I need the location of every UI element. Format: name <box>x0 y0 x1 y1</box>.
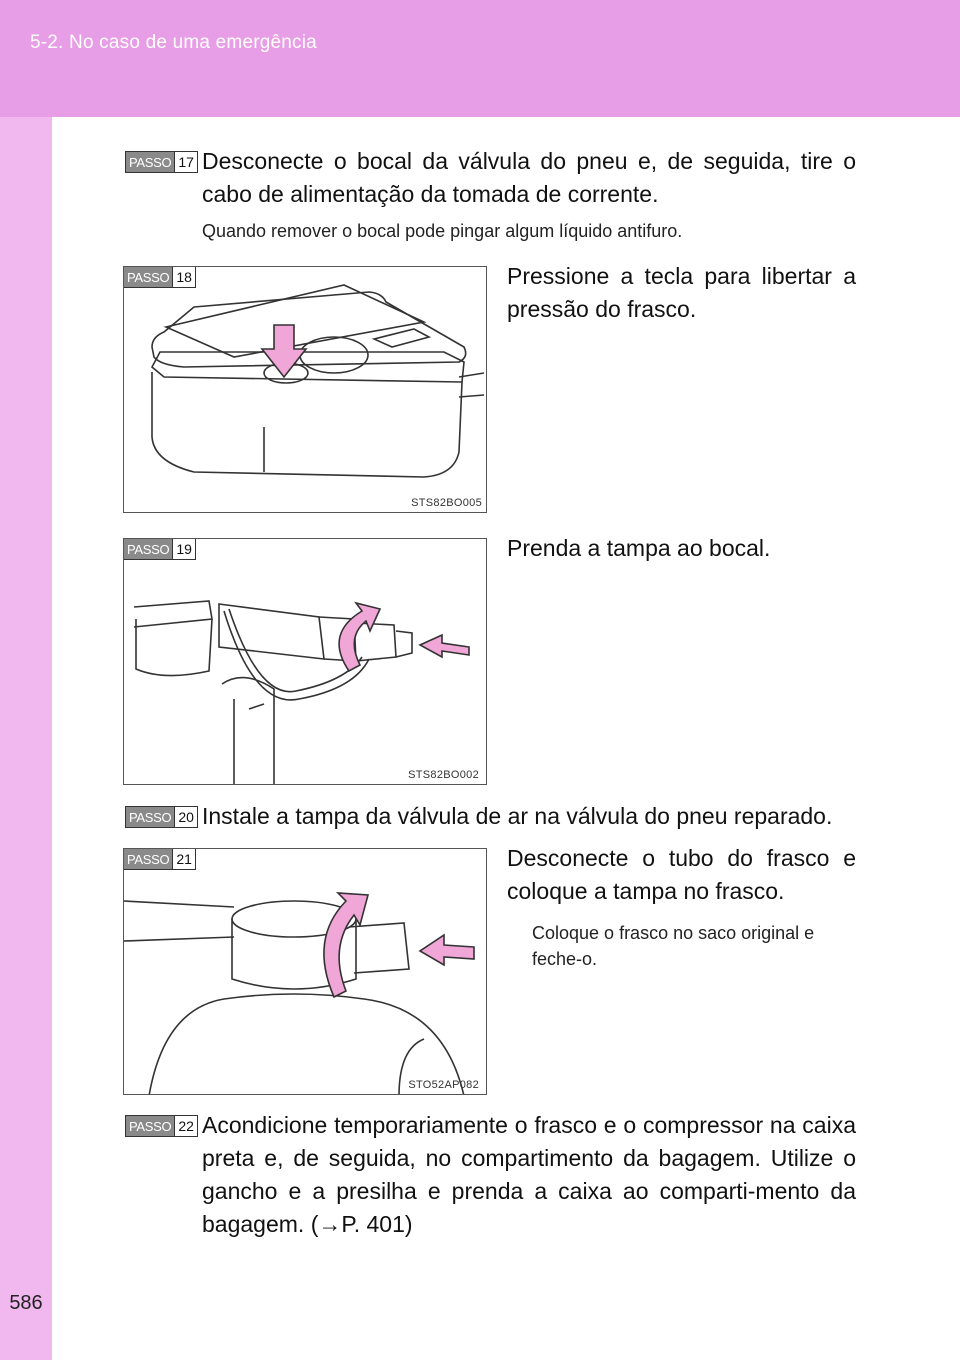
step-label: PASSO <box>126 1116 174 1136</box>
nozzle-cap-illustration <box>124 539 487 785</box>
step-21-note: Coloque o frasco no saco original e feche-o. <box>532 923 815 969</box>
figure-code: STS82BO002 <box>408 769 479 781</box>
step-number: 22 <box>174 1116 197 1136</box>
figure-code: STO52AP082 <box>408 1079 479 1091</box>
step-number: 20 <box>174 807 197 827</box>
step-19-badge <box>123 538 196 560</box>
page-number: 586 <box>9 1292 43 1314</box>
figure-cap-on-bottle <box>123 848 487 1095</box>
step-18-badge <box>123 266 196 288</box>
step-label: PASSO <box>124 539 172 559</box>
step-22-badge <box>125 1115 198 1137</box>
step-20-badge <box>125 806 198 828</box>
step-22-text: Acondicione temporariamente o frasco e o compressor na caixa preta e, de seguida, no compartimento da bagagem. Utilize o gancho e a presilha e prenda a caixa ao comparti-mento da bagagem. (→P. 401) <box>202 1112 856 1237</box>
figure-compressor-release-button <box>123 266 487 513</box>
figure-attach-cap-to-nozzle <box>123 538 487 785</box>
step-number: 17 <box>174 152 197 172</box>
chapter-title: 5-2. No caso de uma emergência <box>30 32 317 53</box>
step-label: PASSO <box>124 849 172 869</box>
compressor-illustration <box>124 267 487 513</box>
step-label: PASSO <box>126 152 174 172</box>
step-17-badge <box>125 151 198 173</box>
step-number: 18 <box>172 267 195 287</box>
step-18-text: Pressione a tecla para libertar a pressão do frasco. <box>507 263 856 322</box>
step-21-badge <box>123 848 196 870</box>
step-19-text: Prenda a tampa ao bocal. <box>507 535 771 561</box>
step-label: PASSO <box>126 807 174 827</box>
step-17-note: Quando remover o bocal pode pingar algum líquido antifuro. <box>202 221 683 241</box>
step-21-text: Desconecte o tubo do frasco e coloque a tampa no frasco. <box>507 845 856 904</box>
page-margin-band <box>0 117 52 1360</box>
step-17-text: Desconecte o bocal da válvula do pneu e, de seguida, tire o cabo de alimentação da tomada de corrente. <box>202 148 856 207</box>
bottle-cap-illustration <box>124 849 487 1095</box>
figure-code: STS82BO005 <box>411 497 482 509</box>
step-label: PASSO <box>124 267 172 287</box>
step-number: 21 <box>172 849 195 869</box>
chapter-header <box>0 0 960 117</box>
step-number: 19 <box>172 539 195 559</box>
step-20-text: Instale a tampa da válvula de ar na válvula do pneu reparado. <box>202 803 833 829</box>
